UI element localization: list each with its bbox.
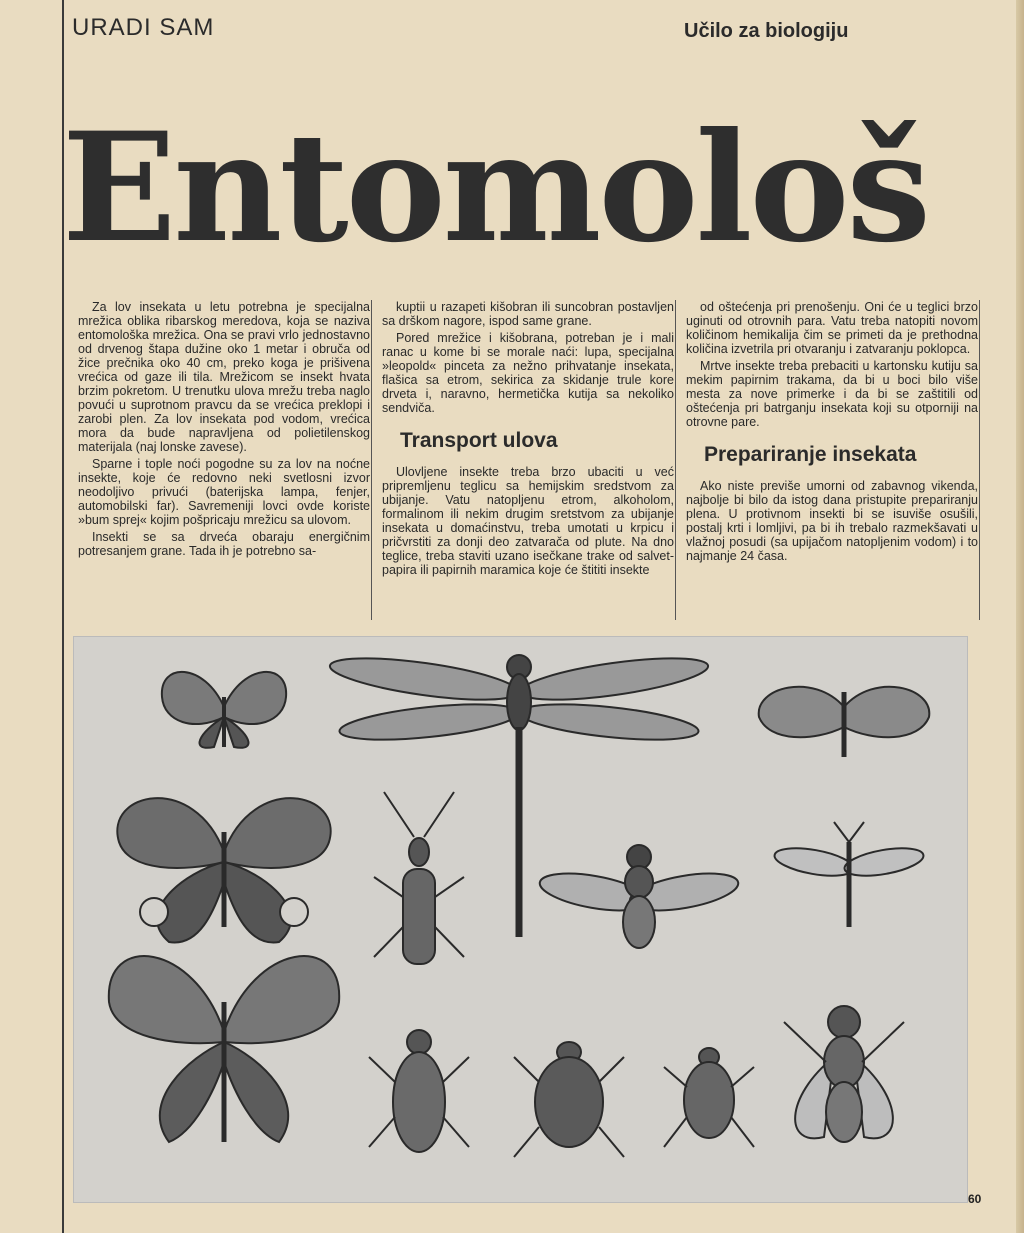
beetle-striped-icon (369, 1030, 469, 1152)
beetle-scarab-icon (514, 1042, 624, 1157)
paragraph: Pored mrežice i kišobrana, potreban je i mali ranac u kome bi se morale naći: lupa, specijalna »leopold« pinceta za nežno prihvatanje insekata, flašica sa etrom, sekirica za skidanje trule kore drveta i, naravno, hermetička kutija sa nekoliko sendviča. (382, 331, 674, 415)
subheading-transport: Transport ulova (400, 429, 558, 452)
beetle-small-icon (664, 1048, 754, 1147)
subheading-prepariranje: Prepariranje insekata (704, 443, 917, 466)
column-rule-3 (979, 300, 980, 620)
column-rule-2 (675, 300, 676, 620)
paragraph: od oštećenja pri prenošenju. Oni će u teglici brzo uginuti od otrovnih para. Vatu treba natopiti novom količinom hemikalija čim se primeti da je prethodna količina izvetrila pri otvaranju i zatvaranju poklopca. (686, 300, 978, 356)
text-column-3 (686, 300, 978, 563)
insect-drawings (74, 637, 967, 1202)
paragraph: Za lov insekata u letu potrebna je specijalna mrežica oblika ribarskog meredova, koja se naziva entomološka mrežica. Ona se pravi vrlo jednostavno od drvenog štapa dužine oko 1 metar i obruča od žice prečnika oko 40 cm, preko koga je prišivena vrećica od gaze ili tila. Mrežicom se insekt hvata brzim pokretom. U trenutku ulova mrežu treba naglo povući u suprotnom pravcu da se vrećica preklopi i zarobi plen. Za lov insekata pod vodom, vrećica mora da bude napravljena od polietilenskog materijala (naj lonske zavese). (78, 300, 370, 454)
moth-icon (759, 687, 930, 757)
article-title: Entomološ (62, 100, 928, 276)
paragraph: Ulovljene insekte treba brzo ubaciti u već pripremljenu teglicu sa hemijskim sredstvom za ubijanje. Vatu natopljenu etrom, alkoholom, formalinom ili nekim drugim sretstvom za ubijanje insekata u domaćinstvu, treba umotati u krpicu i pričvrstiti za donji deo zatvarača od plute. Na dno teglice, treba staviti uzano isečkane trake od salvet-papira ili papirnih maramica koje će štititi insekte (382, 465, 674, 577)
hoverfly-icon (537, 845, 741, 948)
page-number: 60 (968, 1192, 982, 1206)
paragraph: kuptii u razapeti kišobran ili suncobran postavljen sa drškom nagore, ispod same grane. (382, 300, 674, 328)
series-label: Učilo za biologiju (684, 20, 849, 42)
gnat-icon (773, 822, 926, 927)
paragraph: Ako niste previše umorni od zabavnog vikenda, najbolje bi bilo da istog dana pristupite prepariranju plena. U protivnom insekti bi se isuviše osušili, postalj krti i lomljivi, pa bi ih trebalo razmekšavati u vlažnoj posudi (sa upijačom natopljenim vodom) i to najmanje 24 časa. (686, 479, 978, 563)
page-edge-line-bottom (62, 1153, 64, 1233)
page-right-edge (1016, 0, 1024, 1233)
paragraph: Mrtve insekte treba prebaciti u kartonsku kutiju sa mekim papirnim trakama, da bi u boci bilo više mesta za nove primerke i da bi se zaštitili od oštećenja pri batrganju insekata koji su otporniji na otrovne pare. (686, 359, 978, 429)
paragraph: Sparne i tople noći pogodne su za lov na noćne insekte, koje će redovno neki svetlosni izvor neodoljivo privući (baterijska lampa, fenjer, automobilski far). Savremeniji lovci ovde koriste »bum sprej« kojim pošpricaju mrežicu sa ulovom. (78, 457, 370, 527)
insect-illustration-plate (73, 636, 968, 1203)
butterfly-swallowtail-icon (109, 956, 339, 1142)
paragraph: Insekti se sa drveća obaraju energičnim potresanjem grane. Tada ih je potrebno sa- (78, 530, 370, 558)
butterfly-peacock-icon (117, 798, 330, 942)
column-rule-1 (371, 300, 372, 620)
housefly-icon (784, 1006, 904, 1142)
butterfly-small-icon (162, 672, 286, 748)
text-column-1 (78, 300, 370, 558)
text-column-2 (382, 300, 674, 577)
section-label: URADI SAM (72, 14, 215, 41)
beetle-long-icon (374, 792, 464, 964)
